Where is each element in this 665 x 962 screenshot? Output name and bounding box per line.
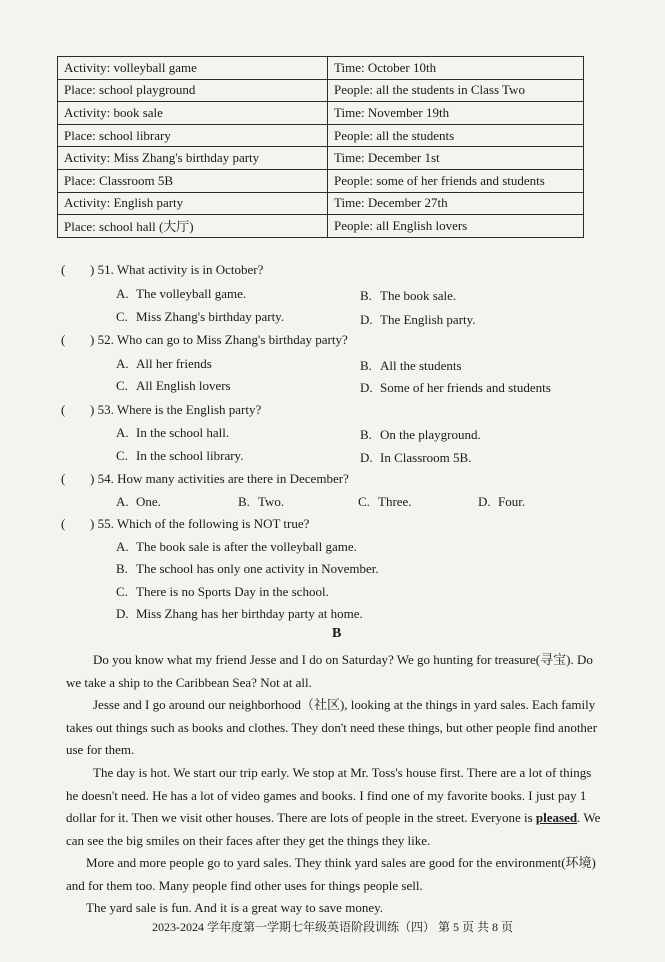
option-b: B. Two. <box>238 494 285 509</box>
table-row <box>58 215 584 238</box>
table-cell: Place: Classroom 5B <box>58 169 328 192</box>
table-cell: Activity: Miss Zhang's birthday party <box>58 147 328 170</box>
passage-paragraph-2 <box>66 694 616 762</box>
question-stem: ) 54. How many activities are there in December? <box>90 471 349 486</box>
table-cell: People: all English lovers <box>328 215 584 238</box>
answer-blank: ( <box>61 471 66 486</box>
text-line: can see the big smiles on their faces after they get the things they like. <box>66 832 431 848</box>
table-cell: Time: October 10th <box>328 57 584 80</box>
text-line: takes out things such as books and clothes. They don't need these things, but other people find another <box>66 719 598 735</box>
table-cell: Place: school hall (大厅) <box>58 215 328 238</box>
table-cell: People: some of her friends and students <box>328 169 584 192</box>
option-c: C. All English lovers <box>116 378 231 393</box>
answer-blank: ( <box>61 262 66 277</box>
answer-blank: ( <box>61 402 66 417</box>
table-cell: Time: December 27th <box>328 192 584 215</box>
table-row <box>58 57 584 80</box>
option-c: C. In the school library. <box>116 448 244 463</box>
text-line: The yard sale is fun. And it is a great way to save money. <box>86 900 383 915</box>
option-a: A. In the school hall. <box>116 425 230 440</box>
section-heading: B <box>332 626 342 641</box>
text-line: More and more people go to yard sales. They think yard sales are good for the environment(环境) <box>86 855 596 870</box>
table-cell: Time: November 19th <box>328 102 584 125</box>
option-d: D. The English party. <box>360 312 476 327</box>
activity-table <box>57 56 584 238</box>
table-cell: Place: school library <box>58 124 328 147</box>
option-c: C. There is no Sports Day in the school. <box>116 584 329 599</box>
text-line: dollar for it. Then we visit other houses. There are lots of people in the street. Everyone is pleased. We <box>66 810 601 826</box>
question-stem: ) 51. What activity is in October? <box>90 262 264 277</box>
answer-blank: ( <box>61 332 66 347</box>
option-d: D. In Classroom 5B. <box>360 450 472 465</box>
question-stem: ) 52. Who can go to Miss Zhang's birthday party? <box>90 332 348 347</box>
option-c: C. Miss Zhang's birthday party. <box>116 309 285 324</box>
text-line: The day is hot. We start our trip early. We stop at Mr. Toss's house first. There are a lot of things <box>93 765 592 780</box>
option-b: B. All the students <box>360 358 462 373</box>
passage-paragraph-4 <box>66 852 616 897</box>
page-footer: 2023-2024 学年度第一学期七年级英语阶段训练（四） 第 5 页 共 8 页 <box>152 920 513 934</box>
table-row <box>58 102 584 125</box>
text-line: Jesse and I go around our neighborhood（社区), looking at the things in yard sales. Each family <box>93 697 596 712</box>
option-b: B. The book sale. <box>360 288 457 303</box>
table-cell: People: all the students <box>328 124 584 147</box>
answer-blank: ( <box>61 516 66 531</box>
table-cell: Activity: volleyball game <box>58 57 328 80</box>
question-stem: ) 53. Where is the English party? <box>90 402 262 417</box>
underlined-word: pleased <box>535 810 578 826</box>
text-line: he doesn't need. He has a lot of video games and books. I find one of my favorite books. I just pay 1 <box>66 787 587 803</box>
option-a: A. The volleyball game. <box>116 286 247 301</box>
text-line: use for them. <box>66 742 135 758</box>
passage-paragraph-1 <box>66 649 616 694</box>
table-row <box>58 192 584 215</box>
table-row <box>58 169 584 192</box>
option-b: B. The school has only one activity in November. <box>116 561 379 576</box>
text-line: and for them too. Many people find other uses for things people sell. <box>66 877 423 893</box>
table-cell: People: all the students in Class Two <box>328 79 584 102</box>
table-cell: Time: December 1st <box>328 147 584 170</box>
option-a: A. The book sale is after the volleyball game. <box>116 539 357 554</box>
table-cell: Place: school playground <box>58 79 328 102</box>
table-row <box>58 124 584 147</box>
passage-paragraph-3 <box>66 762 616 852</box>
question-stem: ) 55. Which of the following is NOT true? <box>90 516 310 531</box>
option-b: B. On the playground. <box>360 427 481 442</box>
table-cell: Activity: English party <box>58 192 328 215</box>
table-cell: Activity: book sale <box>58 102 328 125</box>
table-row <box>58 79 584 102</box>
text-line: we take a ship to the Caribbean Sea? Not at all. <box>66 674 312 690</box>
text-line: Do you know what my friend Jesse and I do on Saturday? We go hunting for treasure(寻宝). Do <box>93 652 593 667</box>
option-a: A. One. <box>116 494 161 509</box>
option-a: A. All her friends <box>116 356 212 371</box>
option-d: D. Miss Zhang has her birthday party at home. <box>116 606 363 621</box>
option-d: D. Some of her friends and students <box>360 380 551 395</box>
table-row <box>58 147 584 170</box>
option-c: C. Three. <box>358 494 412 509</box>
option-d: D. Four. <box>478 494 526 509</box>
passage-paragraph-5 <box>66 897 616 920</box>
